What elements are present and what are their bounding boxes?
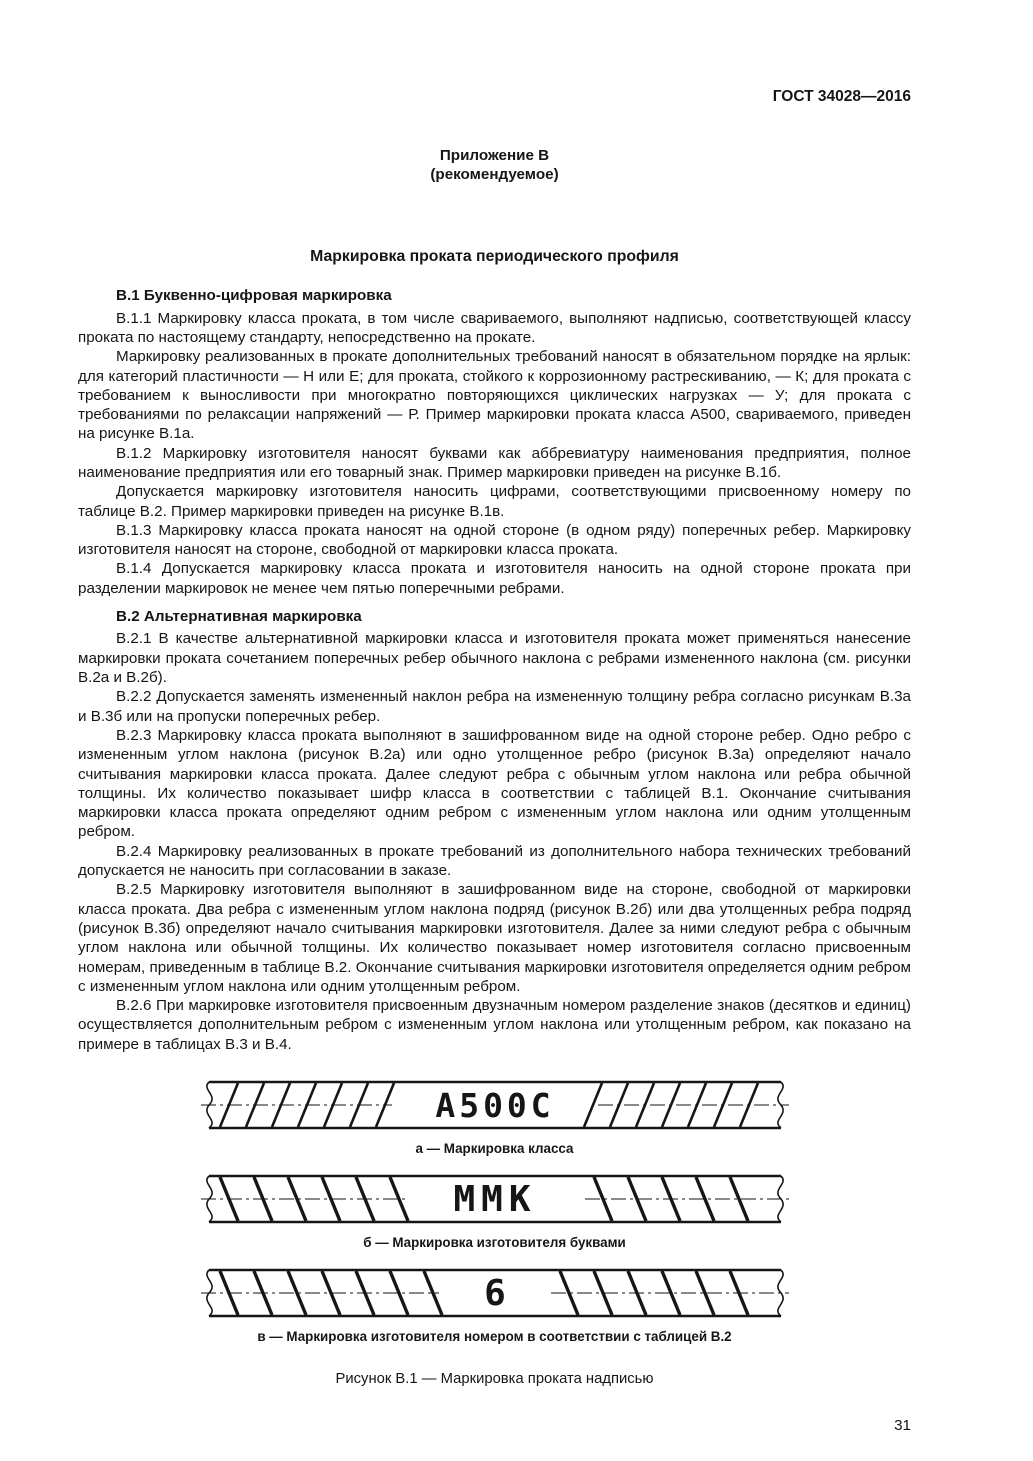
figure-caption-a: а — Маркировка класса	[415, 1141, 574, 1157]
rebar-mark-label: 6	[483, 1273, 506, 1315]
rebar-mark-label: ММК	[452, 1179, 537, 1221]
appendix-line: Приложение В	[439, 147, 550, 164]
paragraph-b1-2: В.1.2 Маркировку изготовителя наносят буквами как аббревиатуру наименования предприятия, полное наименование предприятия или его товарный знак. Пример маркировки приведен на рисунке В.1б.	[78, 444, 911, 481]
rebar-drawing-class	[195, 1076, 795, 1134]
figure-caption-v: в — Маркировка изготовителя номером в соответствии с таблицей В.2	[257, 1329, 732, 1345]
paragraph-b2-1: В.2.1 В качестве альтернативной маркировки класса и изготовителя проката может применяться нанесение маркировки проката сочетанием поперечных ребер обычного наклона с ребрами измененного наклона (см. рисунки В.2а и В.2б).	[78, 630, 911, 687]
page-number: 31	[894, 1417, 911, 1435]
paragraph-b1-4: В.1.4 Допускается маркировку класса проката и изготовителя наносить на одной стороне проката при разделении маркировок не менее чем пятью поперечными ребрами.	[78, 560, 911, 597]
paragraph-b1-2a: Допускается маркировку изготовителя наносить цифрами, соответствующими присвоенному номеру по таблице В.2. Пример маркировки приведен на рисунке В.1в.	[78, 483, 911, 520]
appendix-label	[78, 146, 911, 185]
paragraph-b2-2: В.2.2 Допускается заменять измененный наклон ребра на измененную толщину ребра согласно рисункам В.3а и В.3б или на пропуски поперечных ребер.	[78, 688, 911, 725]
paragraph-b2-3: В.2.3 Маркировку класса проката выполняют в зашифрованном виде на одной стороне ребер. Одно ребро с измененным углом наклона (рисунок В.2а) или одно утолщенное ребро (рисунок В.3а) определяют начало считывания маркировки класса проката. Далее следуют ребра с обычным углом наклона или ребра обычной толщины. Их количество показывает шифр класса в соответствии с таблицей В.1. Окончание считывания маркировки класса проката определяют одним ребром с измененным углом наклона или одним утолщенным ребром.	[78, 726, 911, 841]
section-b2	[78, 607, 911, 1054]
figure-group	[78, 1076, 911, 1345]
rebar-drawing-maker-letters	[195, 1170, 795, 1228]
rebar-drawing-maker-number	[195, 1264, 795, 1322]
figure-rebar-maker-number	[195, 1264, 795, 1345]
section-b2-heading: В.2 Альтернативная маркировка	[116, 608, 362, 626]
paragraph-b2-6: В.2.6 При маркировке изготовителя присвоенным двузначным номером разделение знаков (десятков и единиц) осуществляется дополнительным ребром с измененным углом наклона или утолщенным ребром, как показано на примере в таблицах В.3 и В.4.	[78, 997, 911, 1053]
doc-number: ГОСТ 34028—2016	[772, 88, 911, 105]
appendix-type: (рекомендуемое)	[430, 166, 559, 184]
paragraph-b2-5: В.2.5 Маркировку изготовителя выполняют в зашифрованном виде на стороне, свободной от маркировки класса проката. Два ребра с измененным углом наклона подряд (рисунок В.2б) или два утолщенных ребра подряд (рисунок В.3б) определяют начало считывания маркировки изготовителя. Далее за ними следуют ребра с обычным углом наклона или обычной толщины. Их количество показывает номер изготовителя согласно присвоенным номерам, приведенным в таблице В.2. Окончание считывания маркировки изготовителя определяется одним ребром с измененным углом наклона или одним утолщенным ребром.	[78, 881, 911, 995]
figure-rebar-class-marking	[195, 1076, 795, 1157]
rebar-mark-label: А500С	[434, 1086, 555, 1126]
section-b1-heading: В.1 Буквенно-цифровая маркировка	[116, 287, 392, 305]
paragraph-b1-1: В.1.1 Маркировку класса проката, в том числе свариваемого, выполняют надписью, соответствующей классу проката по настоящему стандарту, непосредственно на прокате.	[78, 309, 911, 346]
paragraph-b1-1a: Маркировку реализованных в прокате дополнительных требований наносят в обязательном порядке на ярлык: для категорий пластичности — Н или Е; для проката, стойкого к коррозионному растрескиванию, — К; для проката с требованием к выносливости при многократно повторяющихся циклических нагрузках — У; для проката с требованиями по релаксации напряжений — Р. Пример маркировки проката класса А500, свариваемого, приведен на рисунке В.1а.	[78, 348, 911, 443]
section-b1	[78, 286, 911, 598]
figure-caption-b: б — Маркировка изготовителя буквами	[363, 1235, 626, 1251]
figure-main-caption: Рисунок В.1 — Маркировка проката надписью	[335, 1371, 654, 1388]
paragraph-b1-3: В.1.3 Маркировку класса проката наносят на одной стороне (в одном ряду) поперечных ребер. Маркировку изготовителя наносят на стороне, свободной от маркировки класса проката.	[78, 521, 911, 559]
paragraph-b2-4: В.2.4 Маркировку реализованных в прокате требований из дополнительного набора технических требований допускается не наносить при согласовании в заказе.	[78, 842, 911, 880]
figure-rebar-maker-letters	[195, 1170, 795, 1251]
page-title: Маркировка проката периодического профиля	[310, 247, 679, 265]
